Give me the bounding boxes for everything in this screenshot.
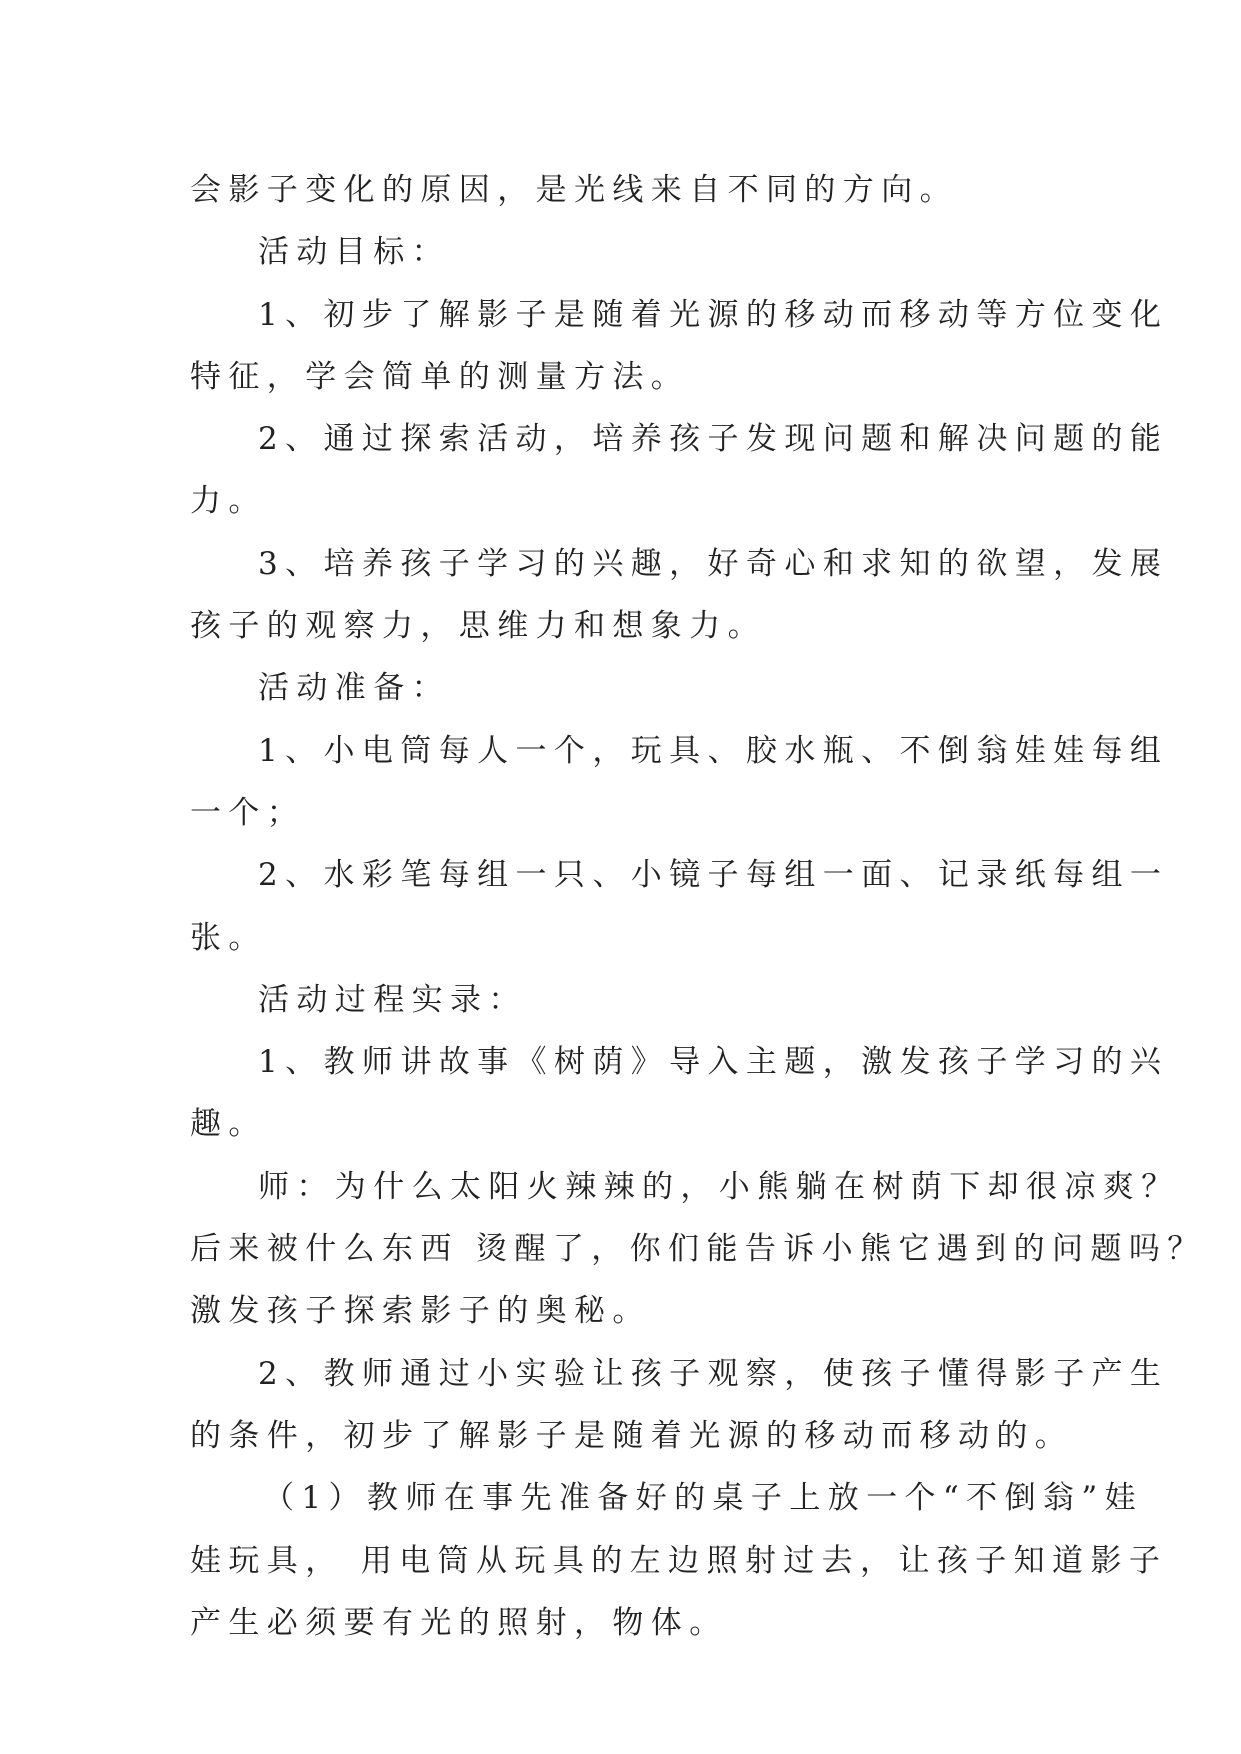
paragraph-preparation-1 (190, 720, 1169, 845)
text-line: 孩子的观察力，思维力和想象力。 (190, 608, 766, 645)
text-line: 3、培养孩子学习的兴趣，好奇心和求知的欲望，发展 (258, 545, 1169, 582)
text-line: （1）教师在事先准备好的桌子上放一个“不倒翁”娃 (263, 1480, 1144, 1517)
paragraph-goal-2 (190, 408, 1169, 533)
paragraph-teacher-question (190, 1156, 1206, 1343)
text-line: 师：为什么太阳火辣辣的，小熊躺在树荫下却很凉爽？ (258, 1168, 1180, 1205)
text-line: 娃玩具， 用电筒从玩具的左边照射过去，让孩子知道影子 (190, 1542, 1168, 1579)
paragraph-goal-3 (190, 533, 1169, 658)
text-line: 2、通过探索活动，培养孩子发现问题和解决问题的能 (258, 421, 1169, 458)
text-line: 1、教师讲故事《树荫》导入主题，激发孩子学习的兴 (258, 1044, 1169, 1081)
text-line: 张。 (190, 919, 267, 956)
text-line: 趣。 (190, 1106, 267, 1143)
text-line: 力。 (190, 483, 267, 520)
text-line: 2、水彩笔每组一只、小镜子每组一面、记录纸每组一 (258, 857, 1169, 894)
text-line: 会影子变化的原因，是光线来自不同的方向。 (190, 172, 958, 208)
text-line: 的条件，初步了解影子是随着光源的移动而移动的。 (190, 1417, 1074, 1454)
heading-activity-goals (190, 221, 1060, 283)
text-line: 特征，学会简单的测量方法。 (190, 358, 690, 395)
paragraph-goal-1 (190, 284, 1169, 409)
document-body (190, 159, 1206, 1654)
text-line: 后来被什么东西 烫醒了，你们能告诉小熊它遇到的问题吗？ (190, 1231, 1206, 1268)
paragraph-intro-continuation (190, 159, 1060, 221)
heading-activity-preparation (190, 657, 1060, 719)
paragraph-process-2 (190, 1343, 1169, 1468)
paragraph-process-2-step-1 (190, 1467, 1168, 1654)
text-line: 一个； (190, 794, 306, 831)
text-line: 1、初步了解影子是随着光源的移动而移动等方位变化 (258, 296, 1169, 333)
text-line: 活动目标： (258, 234, 450, 271)
paragraph-process-1 (190, 1031, 1169, 1156)
text-line: 激发孩子探索影子的奥秘。 (190, 1293, 651, 1330)
text-line: 活动准备： (258, 670, 450, 707)
text-line: 活动过程实录： (258, 981, 527, 1018)
heading-activity-process (190, 969, 1060, 1031)
text-line: 2、教师通过小实验让孩子观察，使孩子懂得影子产生 (258, 1355, 1169, 1392)
text-line: 1、小电筒每人一个，玩具、胶水瓶、不倒翁娃娃每组 (258, 732, 1169, 769)
paragraph-preparation-2 (190, 844, 1169, 969)
text-line: 产生必须要有光的照射，物体。 (190, 1604, 728, 1641)
